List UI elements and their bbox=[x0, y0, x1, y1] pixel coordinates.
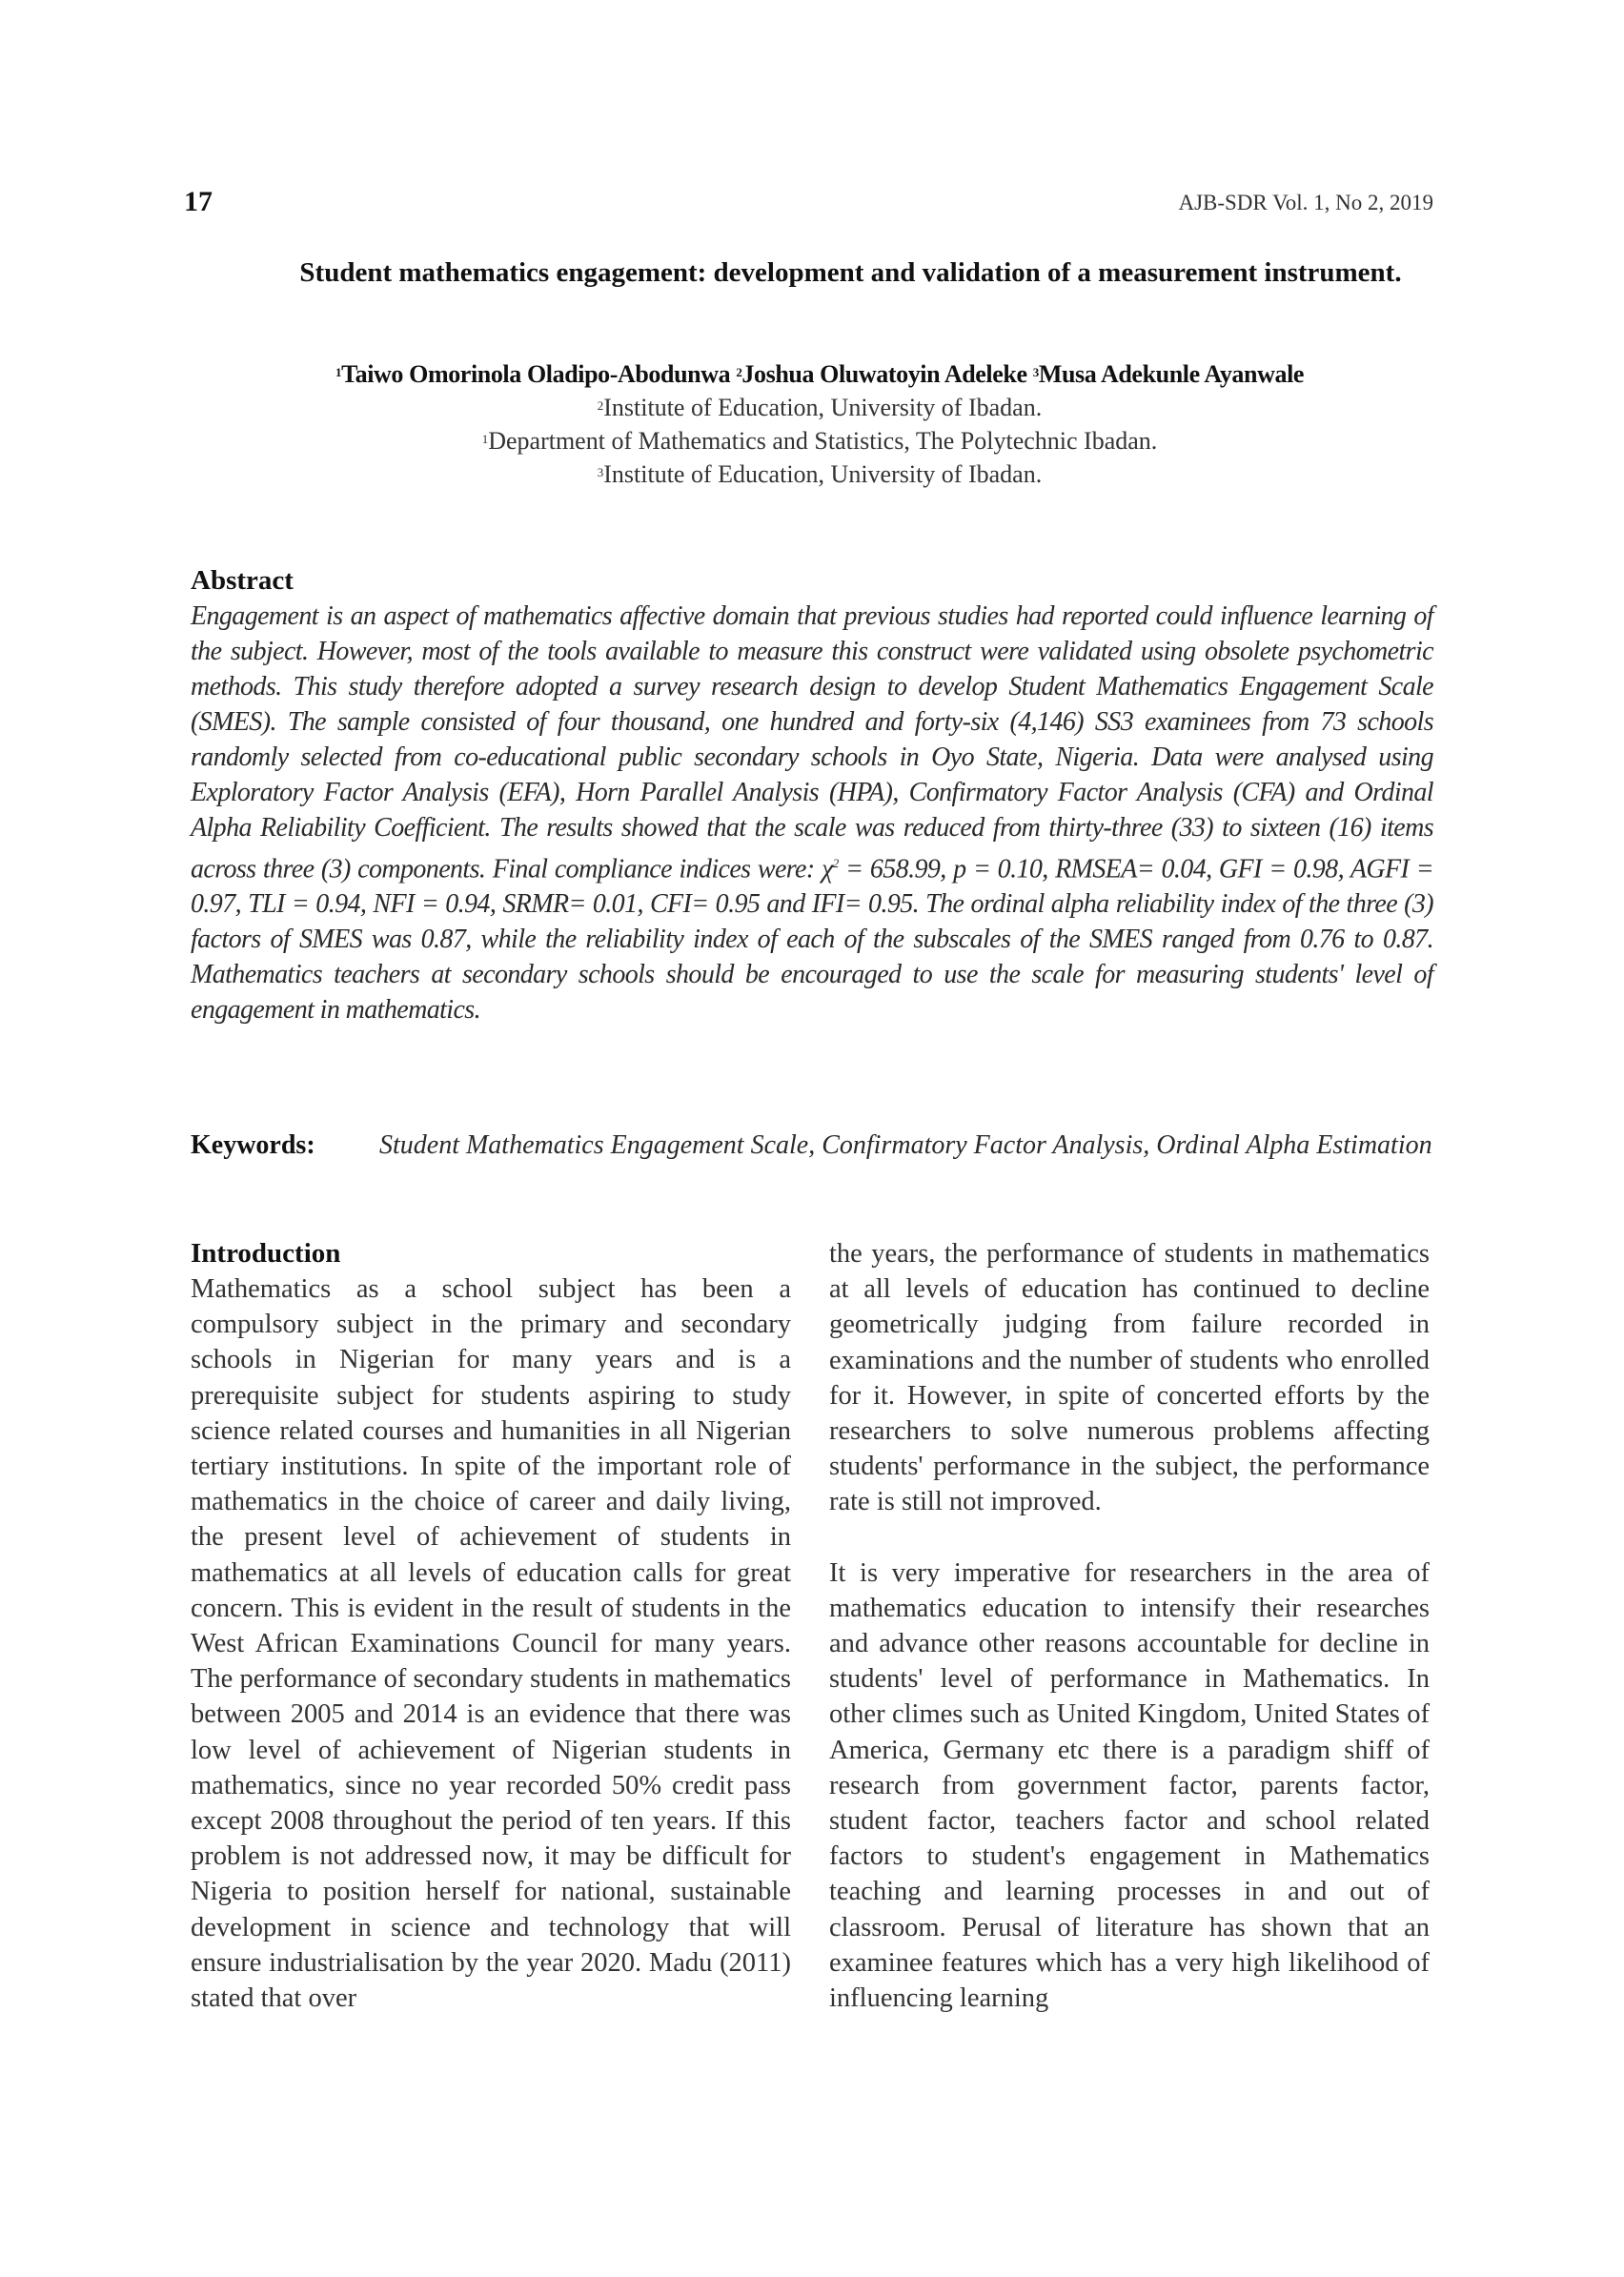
author bbox=[335, 360, 730, 388]
right-column bbox=[829, 1236, 1430, 2016]
body-paragraph: It is very imperative for researchers in the area of mathematics education to intensify their researches and advance other reasons accountable for decline in students' level of performance in Mathematics. In other climes such as United Kingdom, United States of America, Germany etc there is a paradigm shiff of research from government factor, parents factor, student factor, teachers factor and school related factors to student's engagement in Mathematics teaching and learning processes in and out of classroom. Perusal of literature has shown that an examinee features which has a very high likelihood of influencing learning bbox=[829, 1557, 1430, 2014]
affiliation-sup: 2 bbox=[597, 398, 604, 413]
author-name: Joshua Oluwatoyin Adeleke bbox=[741, 360, 1027, 388]
affiliation-text: Institute of Education, University of Ibadan. bbox=[603, 460, 1043, 488]
affiliation-sup: 1 bbox=[481, 432, 489, 446]
chi-superscript: 2 bbox=[832, 856, 839, 870]
author-block bbox=[191, 357, 1449, 491]
author-sup: 3 bbox=[1032, 365, 1039, 379]
author-list bbox=[191, 357, 1449, 391]
chi-symbol: χ bbox=[822, 854, 833, 884]
keywords-section bbox=[191, 1128, 1433, 1163]
author bbox=[1033, 360, 1304, 388]
author bbox=[736, 360, 1026, 388]
abstract-text-part: Engagement is an aspect of mathematics affective domain that previous studies had reported could influence learning of the subject. However, most of the tools available to measure this construct were validated using obsolete psychometric methods. This study therefore adopted a survey research design to develop Student Mathematics Engagement Scale (SMES). The sample consisted of four thousand, one hundred and forty-six (4,146) SS3 examinees from 73 schools randomly selected from co-educational public secondary schools in Oyo State, Nigeria. Data were analysed using Exploratory Factor Analysis (EFA), Horn Parallel Analysis (HPA), Confirmatory Factor Analysis (CFA) and Ordinal Alpha Reliability Coefficient. The results showed that the scale was reduced from thirty-three (33) to sixteen (16) items across three (3) components. Final compliance indices were: bbox=[191, 601, 1433, 884]
affiliation bbox=[191, 457, 1449, 491]
journal-citation: AJB-SDR Vol. 1, No 2, 2019 bbox=[1178, 191, 1433, 214]
body-paragraph: the years, the performance of students in mathematics at all levels of education has continued to decline geometrically judging from failure recorded in examinations and the number of students who enrolled for it. However, in spite of concerted efforts by the researchers to solve numerous problems affecting students' performance in the subject, the performance rate is still not improved. bbox=[829, 1239, 1430, 1517]
author-sup: 1 bbox=[335, 365, 342, 379]
introduction-heading: Introduction bbox=[191, 1238, 341, 1269]
left-column bbox=[191, 1236, 791, 2016]
abstract-heading: Abstract bbox=[191, 565, 294, 596]
abstract-text-part: = 658.99, p = 0.10, RMSEA= 0.04, GFI = 0.98, AGFI = 0.97, TLI = 0.94, NFI = 0.94, SRMR= 0.01, CFI= 0.95 and IFI= 0.95. The ordinal alpha reliability index of the three (3) factors of SMES was 0.87, while the reliability index of each of the subscales of the SMES ranged from 0.76 to 0.87. Mathematics teachers at secondary schools should be encouraged to use the scale for measuring students' level of engagement in mathematics. bbox=[191, 854, 1433, 1026]
author-name: Taiwo Omorinola Oladipo-Abodunwa bbox=[341, 360, 731, 388]
affiliation-sup: 3 bbox=[597, 465, 604, 479]
page-number: 17 bbox=[184, 186, 213, 217]
body-paragraph: Mathematics as a school subject has been a compulsory subject in the primary and secondary schools in Nigerian for many years and is a prerequisite subject for students aspiring to study science related courses and humanities in all Nigerian tertiary institutions. In spite of the important role of mathematics in the choice of career and daily living, the present level of achievement of students in mathematics at all levels of education calls for great concern. This is evident in the result of students in the West African Examinations Council for many years. The performance of secondary students in mathematics between 2005 and 2014 is an evidence that there was low level of achievement of Nigerian students in mathematics, since no year recorded 50% credit pass except 2008 throughout the period of ten years. If this problem is not addressed now, it may be difficult for Nigeria to position herself for national, sustainable development in science and technology that will ensure industrialisation by the year 2020. Madu (2011) stated that over bbox=[191, 1274, 791, 2014]
affiliation bbox=[191, 391, 1449, 424]
affiliation-text: Institute of Education, University of Ibadan. bbox=[603, 394, 1043, 421]
author-sup: 2 bbox=[736, 365, 742, 379]
abstract-text bbox=[191, 599, 1433, 1027]
author-name: Musa Adekunle Ayanwale bbox=[1038, 360, 1305, 388]
affiliation-text: Department of Mathematics and Statistics, The Polytechnic Ibadan. bbox=[488, 427, 1158, 455]
abstract-section bbox=[191, 562, 1433, 1027]
paper-title: Student mathematics engagement: development and validation of a measurement instrument. bbox=[299, 257, 1402, 288]
keywords-text: Student Mathematics Engagement Scale, Confirmatory Factor Analysis, Ordinal Alpha Estimation bbox=[379, 1130, 1432, 1160]
affiliation bbox=[191, 424, 1449, 457]
keywords-label: Keywords: bbox=[191, 1130, 315, 1160]
